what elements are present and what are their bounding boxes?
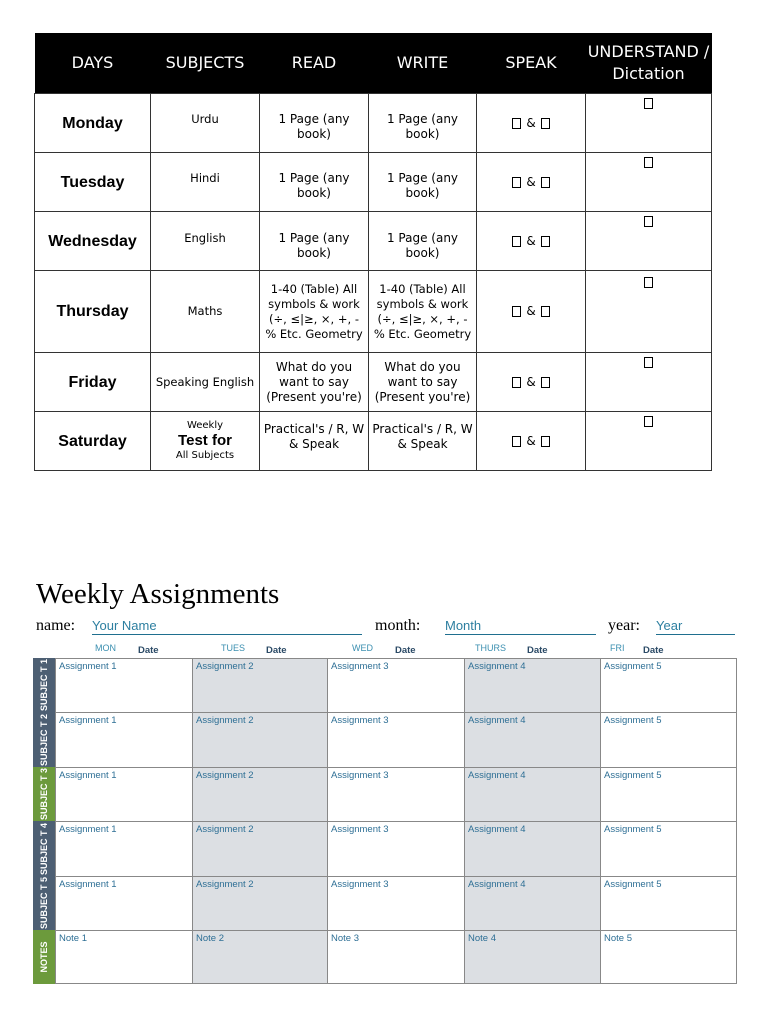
subject-cell: Maths (151, 271, 260, 353)
checkbox-icon[interactable] (541, 436, 550, 447)
subject-cell: Speaking English (151, 353, 260, 412)
subject-all-subjects: All Subjects (175, 450, 235, 461)
speak-cell (477, 153, 586, 212)
checkbox-icon[interactable] (541, 118, 550, 129)
day-header-wed: WED (352, 643, 373, 653)
subject-cell: Urdu (151, 94, 260, 153)
speak-cell (477, 212, 586, 271)
header-understand: UNDERSTAND / Dictation (586, 33, 712, 94)
assignment-cell[interactable]: Assignment 2 (192, 658, 327, 712)
assignment-cell[interactable]: Assignment 4 (464, 712, 600, 767)
read-cell: 1 Page (any book) (260, 94, 369, 153)
speak-cell (477, 353, 586, 412)
row-label-subject-5: SUBJEC T 5 (33, 876, 55, 930)
speak-amp: & (526, 174, 536, 189)
read-cell: What do you want to say (Present you're) (260, 353, 369, 412)
subject-cell: Hindi (151, 153, 260, 212)
date-header: Date (643, 645, 664, 656)
assignment-cell[interactable]: Assignment 2 (192, 712, 327, 767)
read-cell: 1-40 (Table) All symbols & work (÷, ≤|≥, ×, +, - % Etc. Geometry (260, 271, 369, 353)
header-write: WRITE (369, 33, 477, 94)
header-read: READ (260, 33, 369, 94)
write-cell: 1 Page (any book) (369, 212, 477, 271)
day-cell: Monday (35, 94, 151, 153)
month-label: month: (375, 617, 421, 634)
note-cell[interactable]: Note 2 (192, 930, 327, 984)
assignment-cell[interactable]: Assignment 2 (192, 767, 327, 821)
header-speak: SPEAK (477, 33, 586, 94)
subject-test-for: Test for (178, 432, 232, 449)
assignment-cell[interactable]: Assignment 3 (327, 876, 464, 930)
assignment-cell[interactable]: Assignment 1 (55, 712, 192, 767)
subject-cell: English (151, 212, 260, 271)
note-cell[interactable]: Note 5 (600, 930, 737, 984)
read-cell: Practical's / R, W & Speak (260, 412, 369, 471)
speak-amp: & (526, 374, 536, 389)
day-header-mon: MON (95, 643, 116, 653)
checkbox-icon[interactable] (644, 416, 653, 427)
subject-weekly: Weekly (186, 420, 224, 431)
table-row (35, 271, 712, 353)
checkbox-icon[interactable] (512, 177, 521, 188)
assignment-cell[interactable]: Assignment 5 (600, 712, 737, 767)
table-row (35, 412, 712, 471)
date-header: Date (266, 645, 287, 656)
table-row (35, 353, 712, 412)
assignment-cell[interactable]: Assignment 3 (327, 767, 464, 821)
checkbox-icon[interactable] (512, 236, 521, 247)
year-label: year: (608, 617, 640, 634)
checkbox-icon[interactable] (644, 357, 653, 368)
checkbox-icon[interactable] (644, 98, 653, 109)
month-field[interactable]: Month (445, 617, 596, 635)
read-cell: 1 Page (any book) (260, 212, 369, 271)
subject-cell (151, 412, 260, 471)
day-cell: Friday (35, 353, 151, 412)
assignment-cell[interactable]: Assignment 5 (600, 658, 737, 712)
speak-cell (477, 94, 586, 153)
subject-timetable (34, 33, 712, 471)
write-cell: 1-40 (Table) All symbols & work (÷, ≤|≥, ×, +, - % Etc. Geometry (369, 271, 477, 353)
checkbox-icon[interactable] (541, 236, 550, 247)
row-label-subject-3: SUBJEC T 3 (33, 767, 55, 821)
day-header-thurs: THURS (475, 643, 506, 653)
write-cell: Practical's / R, W & Speak (369, 412, 477, 471)
checkbox-icon[interactable] (541, 377, 550, 388)
assignment-cell[interactable]: Assignment 1 (55, 767, 192, 821)
checkbox-icon[interactable] (512, 306, 521, 317)
date-header: Date (527, 645, 548, 656)
write-cell: 1 Page (any book) (369, 94, 477, 153)
speak-amp: & (526, 304, 536, 318)
assignment-cell[interactable]: Assignment 1 (55, 658, 192, 712)
day-header-tues: TUES (221, 643, 246, 653)
row-label-subject-1: SUBJEC T 1 (33, 658, 55, 712)
understand-cell (586, 94, 712, 153)
write-cell: What do you want to say (Present you're) (369, 353, 477, 412)
assignment-cell[interactable]: Assignment 4 (464, 767, 600, 821)
day-cell: Saturday (35, 412, 151, 471)
day-cell: Thursday (35, 271, 151, 353)
speak-cell (477, 412, 586, 471)
date-header: Date (395, 645, 416, 656)
read-cell: 1 Page (any book) (260, 153, 369, 212)
header-subjects: SUBJECTS (151, 33, 260, 94)
speak-amp: & (526, 433, 536, 448)
note-cell[interactable]: Note 4 (464, 930, 600, 984)
table-row (35, 212, 712, 271)
row-label-subject-2: SUBJEC T 2 (33, 712, 55, 767)
checkbox-icon[interactable] (541, 177, 550, 188)
row-label-notes: NOTES (33, 930, 55, 984)
speak-amp: & (526, 115, 536, 130)
day-cell: Wednesday (35, 212, 151, 271)
assignment-cell[interactable]: Assignment 2 (192, 821, 327, 876)
header-days: DAYS (35, 33, 151, 94)
page-title: Weekly Assignments (36, 578, 280, 610)
day-cell: Tuesday (35, 153, 151, 212)
name-label: name: (36, 617, 76, 634)
assignment-cell[interactable]: Assignment 2 (192, 876, 327, 930)
assignment-grid (33, 658, 737, 984)
table-row (35, 94, 712, 153)
assignment-cell[interactable]: Assignment 5 (600, 767, 737, 821)
write-cell: 1 Page (any book) (369, 153, 477, 212)
assignment-cell[interactable]: Assignment 5 (600, 821, 737, 876)
timetable-header-row (35, 33, 712, 94)
assignment-cell[interactable]: Assignment 3 (327, 658, 464, 712)
assignment-cell[interactable]: Assignment 5 (600, 876, 737, 930)
understand-cell (586, 153, 712, 212)
assignment-cell[interactable]: Assignment 4 (464, 658, 600, 712)
date-header: Date (138, 645, 159, 656)
understand-cell (586, 212, 712, 271)
assignment-cell[interactable]: Assignment 4 (464, 821, 600, 876)
assignment-cell[interactable]: Assignment 1 (55, 876, 192, 930)
assignment-cell[interactable]: Assignment 1 (55, 821, 192, 876)
speak-amp: & (526, 233, 536, 248)
assignment-cell[interactable]: Assignment 4 (464, 876, 600, 930)
note-cell[interactable]: Note 1 (55, 930, 192, 984)
name-field[interactable]: Your Name (92, 617, 362, 635)
row-label-subject-4: SUBJEC T 4 (33, 821, 55, 876)
checkbox-icon[interactable] (644, 157, 653, 168)
assignment-cell[interactable]: Assignment 3 (327, 821, 464, 876)
year-field[interactable]: Year (656, 617, 735, 635)
understand-cell (586, 412, 712, 471)
understand-cell (586, 271, 712, 353)
assignment-cell[interactable]: Assignment 3 (327, 712, 464, 767)
speak-cell (477, 271, 586, 353)
note-cell[interactable]: Note 3 (327, 930, 464, 984)
checkbox-icon[interactable] (512, 436, 521, 447)
checkbox-icon[interactable] (512, 118, 521, 129)
understand-cell (586, 353, 712, 412)
checkbox-icon[interactable] (541, 306, 550, 317)
checkbox-icon[interactable] (644, 277, 653, 288)
day-header-fri: FRI (610, 643, 625, 653)
checkbox-icon[interactable] (644, 216, 653, 227)
checkbox-icon[interactable] (512, 377, 521, 388)
table-row (35, 153, 712, 212)
